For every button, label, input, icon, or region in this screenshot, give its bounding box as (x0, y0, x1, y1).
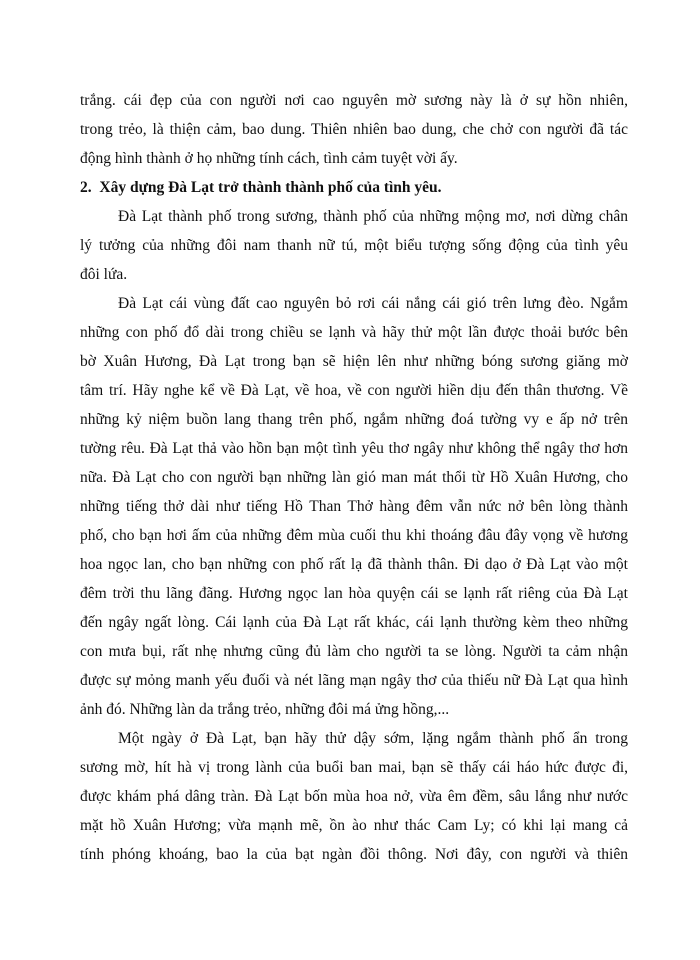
text-line: những con phố đổ dài trong chiều se lạnh và hãy thử một lần được thoải bước bên (80, 324, 628, 341)
text-line: bờ Xuân Hương, Đà Lạt trong bạn sẽ hiện lên như những bóng sương giăng mờ (80, 353, 628, 370)
text-line: đôi lứa. (80, 266, 128, 283)
section-heading (80, 173, 628, 202)
text-line: đêm trời thu lãng đãng. Hương ngọc lan hòa quyện cái se lạnh rất riêng của Đà Lạt (80, 585, 628, 602)
text-line: con mưa bụi, rất nhẹ nhưng cũng đủ làm cho người ta se lòng. Người ta cảm nhận (80, 643, 628, 660)
text-line: Đà Lạt thành phố trong sương, thành phố của những mộng mơ, nơi dừng chân (118, 208, 628, 225)
text-line: động hình thành ở họ những tính cách, tình cảm tuyệt vời ấy. (80, 150, 458, 167)
paragraph-1 (80, 202, 628, 289)
text-line: tường rêu. Đà Lạt thả vào hồn bạn một tình yêu thơ ngây như không thể ngây thơ hơn (80, 440, 628, 457)
text-line: sương mờ, hít hà vị trong lành của buổi ban mai, bạn sẽ thấy cái háo hức được đi, (80, 759, 628, 776)
text-line: Một ngày ở Đà Lạt, bạn hãy thử dậy sớm, lặng ngắm thành phố ẩn trong (118, 730, 628, 747)
text-line: lý tưởng của những đôi nam thanh nữ tú, một biểu tượng sống động của tình yêu (80, 237, 628, 254)
paragraph-intro (80, 86, 628, 173)
text-line: nữa. Đà Lạt cho con người bạn những làn gió man mát thổi từ Hồ Xuân Hương, cho (80, 469, 628, 486)
section-heading-text: 2. Xây dựng Đà Lạt trở thành thành phố của tình yêu. (80, 179, 442, 196)
text-line: đến ngây ngất lòng. Cái lạnh của Đà Lạt rất khác, cái lạnh thường kèm theo những (80, 614, 628, 631)
text-line: phố, cho bạn hơi ấm của những đêm mùa cuối thu khi thoáng đâu đây vọng về hương (80, 527, 628, 544)
paragraph-2 (80, 289, 628, 724)
text-line: hoa ngọc lan, cho bạn những con phố rất lạ đã thành thân. Đi dạo ở Đà Lạt vào một (80, 556, 628, 573)
text-line: trong trẻo, là thiện cảm, bao dung. Thiên nhiên bao dung, che chở con người đã tác (80, 121, 628, 138)
paragraph-3 (80, 724, 628, 869)
document-page (80, 86, 628, 869)
text-line: những kỷ niệm buồn lang thang trên phố, ngắm những đoá tường vy e ấp nở trên (80, 411, 628, 428)
text-line: được khám phá dâng tràn. Đà Lạt bốn mùa hoa nở, vừa êm đềm, sâu lắng như nước (80, 788, 628, 805)
text-line: trắng. cái đẹp của con người nơi cao nguyên mờ sương này là ở sự hồn nhiên, (80, 92, 628, 109)
text-line: mặt hồ Xuân Hương; vừa mạnh mẽ, ồn ào như thác Cam Ly; có khi lại mang cả (80, 817, 628, 834)
text-line: những tiếng thở dài như tiếng Hồ Than Thở hàng đêm vẫn nức nở bên lòng thành (80, 498, 628, 515)
text-line: tính phóng khoáng, bao la của bạt ngàn đồi thông. Nơi đây, con người và thiên (80, 846, 628, 863)
text-line: Đà Lạt cái vùng đất cao nguyên bỏ rơi cái nắng cái gió trên lưng đèo. Ngắm (118, 295, 628, 312)
text-line: tâm trí. Hãy nghe kể về Đà Lạt, về hoa, về con người hiền dịu đến thân thương. Về (80, 382, 628, 399)
text-line: được sự mỏng manh yếu đuối và nét lãng mạn ngây thơ của thiếu nữ Đà Lạt qua hình (80, 672, 628, 689)
text-line: ảnh đó. Những làn da trắng trẻo, những đôi má ửng hồng,... (80, 701, 450, 718)
